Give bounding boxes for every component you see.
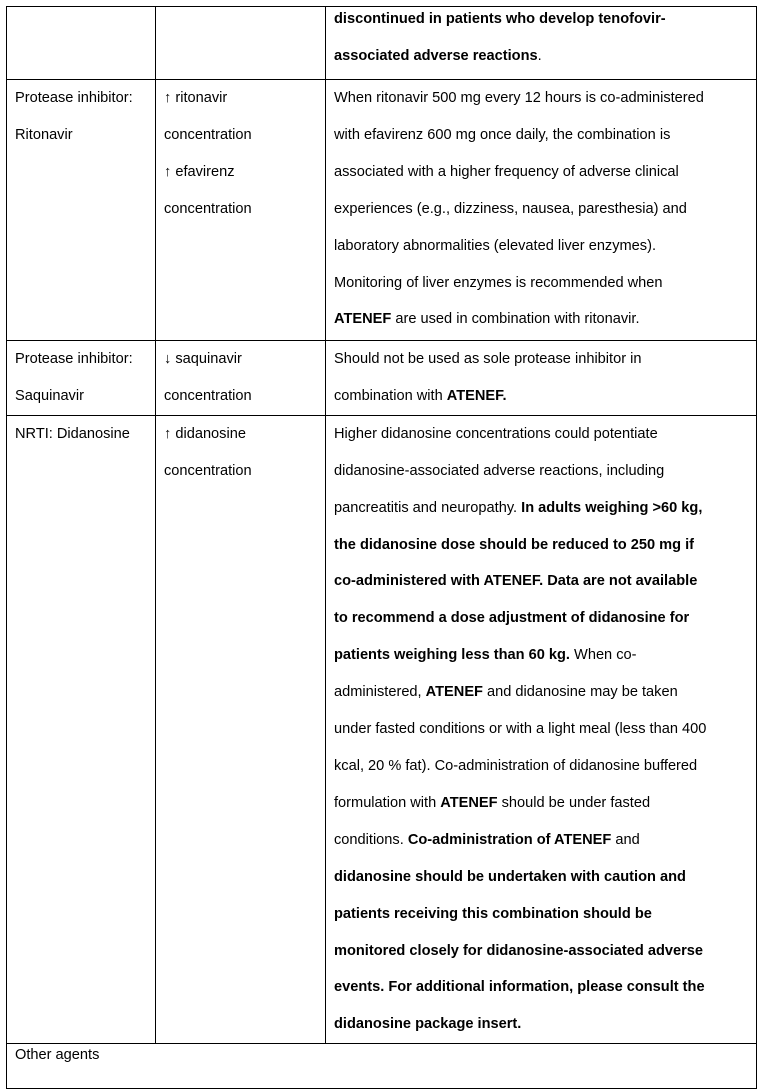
text-run: laboratory abnormalities (elevated liver enzymes).	[334, 237, 657, 254]
text-line	[334, 859, 748, 896]
text-line	[334, 933, 748, 970]
text-line	[334, 969, 748, 1006]
text-line	[334, 117, 748, 154]
text-line: concentration	[164, 387, 252, 404]
section-label: Other agents	[15, 1047, 100, 1064]
bold-text: co-administered with ATENEF. Data are not available	[334, 573, 698, 590]
effect-text	[164, 341, 317, 415]
table-cell-drug	[7, 341, 156, 416]
text-line: concentration	[164, 462, 252, 479]
bold-text: ATENEF.	[446, 387, 507, 404]
text-run: .	[537, 47, 542, 64]
table-row	[7, 80, 757, 341]
text-run: pancreatitis and neuropathy.	[334, 499, 522, 516]
text-line	[334, 80, 748, 117]
bold-text: events. For additional information, please consult the	[334, 979, 705, 996]
text-line: ↑ didanosine	[164, 425, 246, 442]
text-run: Higher didanosine concentrations could potentiate	[334, 425, 658, 442]
text-line	[334, 38, 748, 75]
bold-text: didanosine package insert.	[334, 1016, 522, 1033]
text-line	[334, 711, 748, 748]
text-line	[334, 378, 748, 415]
bold-text: ATENEF	[334, 311, 392, 328]
text-line: Ritonavir	[15, 126, 73, 143]
text-run: with efavirenz 600 mg once daily, the combination is	[334, 126, 671, 143]
text-line	[334, 490, 748, 527]
effect-text	[164, 80, 317, 228]
text-line: Protease inhibitor:	[15, 90, 133, 106]
text-line: concentration	[164, 126, 252, 143]
text-run: conditions.	[334, 831, 408, 848]
bold-text: to recommend a dose adjustment of didanosine for	[334, 610, 690, 627]
text-line: NRTI: Didanosine	[15, 425, 130, 442]
text-line	[334, 154, 748, 191]
text-line: ↓ saquinavir	[164, 351, 242, 367]
table-cell-drug	[7, 415, 156, 1043]
text-line	[334, 527, 748, 564]
bold-text: ATENEF	[425, 684, 483, 701]
text-run: and	[611, 831, 640, 848]
text-line	[334, 1006, 748, 1043]
table-cell-effect	[156, 415, 326, 1043]
text-run: under fasted conditions or with a light meal (less than 400	[334, 721, 707, 738]
table-cell-effect	[156, 341, 326, 416]
table-cell-effect	[156, 80, 326, 341]
table-cell-effect	[156, 7, 326, 80]
bold-text: monitored closely for didanosine-associated adverse	[334, 942, 704, 959]
text-run: associated with a higher frequency of adverse clinical	[334, 163, 679, 180]
bold-text: In adults weighing >60 kg,	[521, 499, 703, 516]
comment-text	[334, 7, 748, 75]
table-row	[7, 415, 757, 1043]
table-cell-comment	[326, 341, 757, 416]
bold-text: discontinued in patients who develop tenofovir-	[334, 11, 666, 27]
text-run: are used in combination with ritonavir.	[391, 311, 640, 328]
text-run: Should not be used as sole protease inhibitor in	[334, 351, 642, 367]
bold-text: the didanosine dose should be reduced to 250 mg if	[334, 536, 695, 553]
comment-text	[334, 341, 748, 415]
text-line	[334, 785, 748, 822]
text-line	[334, 674, 748, 711]
table-cell-comment	[326, 80, 757, 341]
drug-name	[15, 341, 147, 415]
comment-text	[334, 416, 748, 1043]
text-run: experiences (e.g., dizziness, nausea, paresthesia) and	[334, 200, 687, 217]
text-line: ↑ ritonavir	[164, 90, 228, 106]
text-line	[334, 416, 748, 453]
table-row-continuation	[7, 7, 757, 80]
bold-text: didanosine should be undertaken with caution and	[334, 868, 686, 885]
text-line	[334, 301, 748, 338]
table-row-section	[7, 1044, 757, 1089]
text-run: When ritonavir 500 mg every 12 hours is co-administered	[334, 90, 704, 106]
text-run: kcal, 20 % fat). Co-administration of didanosine buffered	[334, 757, 698, 774]
table-cell-comment	[326, 7, 757, 80]
text-line	[334, 453, 748, 490]
table-cell-drug	[7, 7, 156, 80]
text-line: Protease inhibitor:	[15, 351, 133, 367]
drug-name	[15, 80, 147, 154]
text-run: and didanosine may be taken	[482, 684, 678, 701]
drug-interaction-table	[6, 6, 757, 1089]
bold-text: patients receiving this combination should be	[334, 905, 652, 922]
bold-text: patients weighing less than 60 kg.	[334, 647, 570, 664]
text-run: should be under fasted	[497, 794, 651, 811]
effect-text	[164, 416, 317, 490]
text-line	[334, 637, 748, 674]
text-line	[334, 265, 748, 302]
text-line	[334, 341, 748, 378]
text-line: concentration	[164, 200, 252, 217]
text-run: combination with	[334, 387, 447, 404]
table-row	[7, 341, 757, 416]
text-line: Saquinavir	[15, 387, 84, 404]
text-line	[334, 748, 748, 785]
text-line	[334, 228, 748, 265]
bold-text: Co-administration of ATENEF	[407, 831, 612, 848]
comment-text	[334, 80, 748, 338]
drug-name	[15, 416, 147, 453]
text-line	[334, 822, 748, 859]
text-line	[334, 7, 748, 38]
table-cell-comment	[326, 415, 757, 1043]
text-run: administered,	[334, 684, 426, 701]
text-line: ↑ efavirenz	[164, 163, 235, 180]
table-cell-section-label	[7, 1044, 757, 1089]
text-run: formulation with	[334, 794, 441, 811]
table-cell-drug	[7, 80, 156, 341]
bold-text: associated adverse reactions	[334, 47, 538, 64]
text-line	[334, 896, 748, 933]
text-line	[334, 191, 748, 228]
bold-text: ATENEF	[440, 794, 498, 811]
text-run: didanosine-associated adverse reactions, including	[334, 462, 665, 479]
text-run: Monitoring of liver enzymes is recommended when	[334, 274, 663, 291]
text-run: When co-	[570, 647, 637, 664]
text-line	[334, 563, 748, 600]
text-line	[334, 600, 748, 637]
